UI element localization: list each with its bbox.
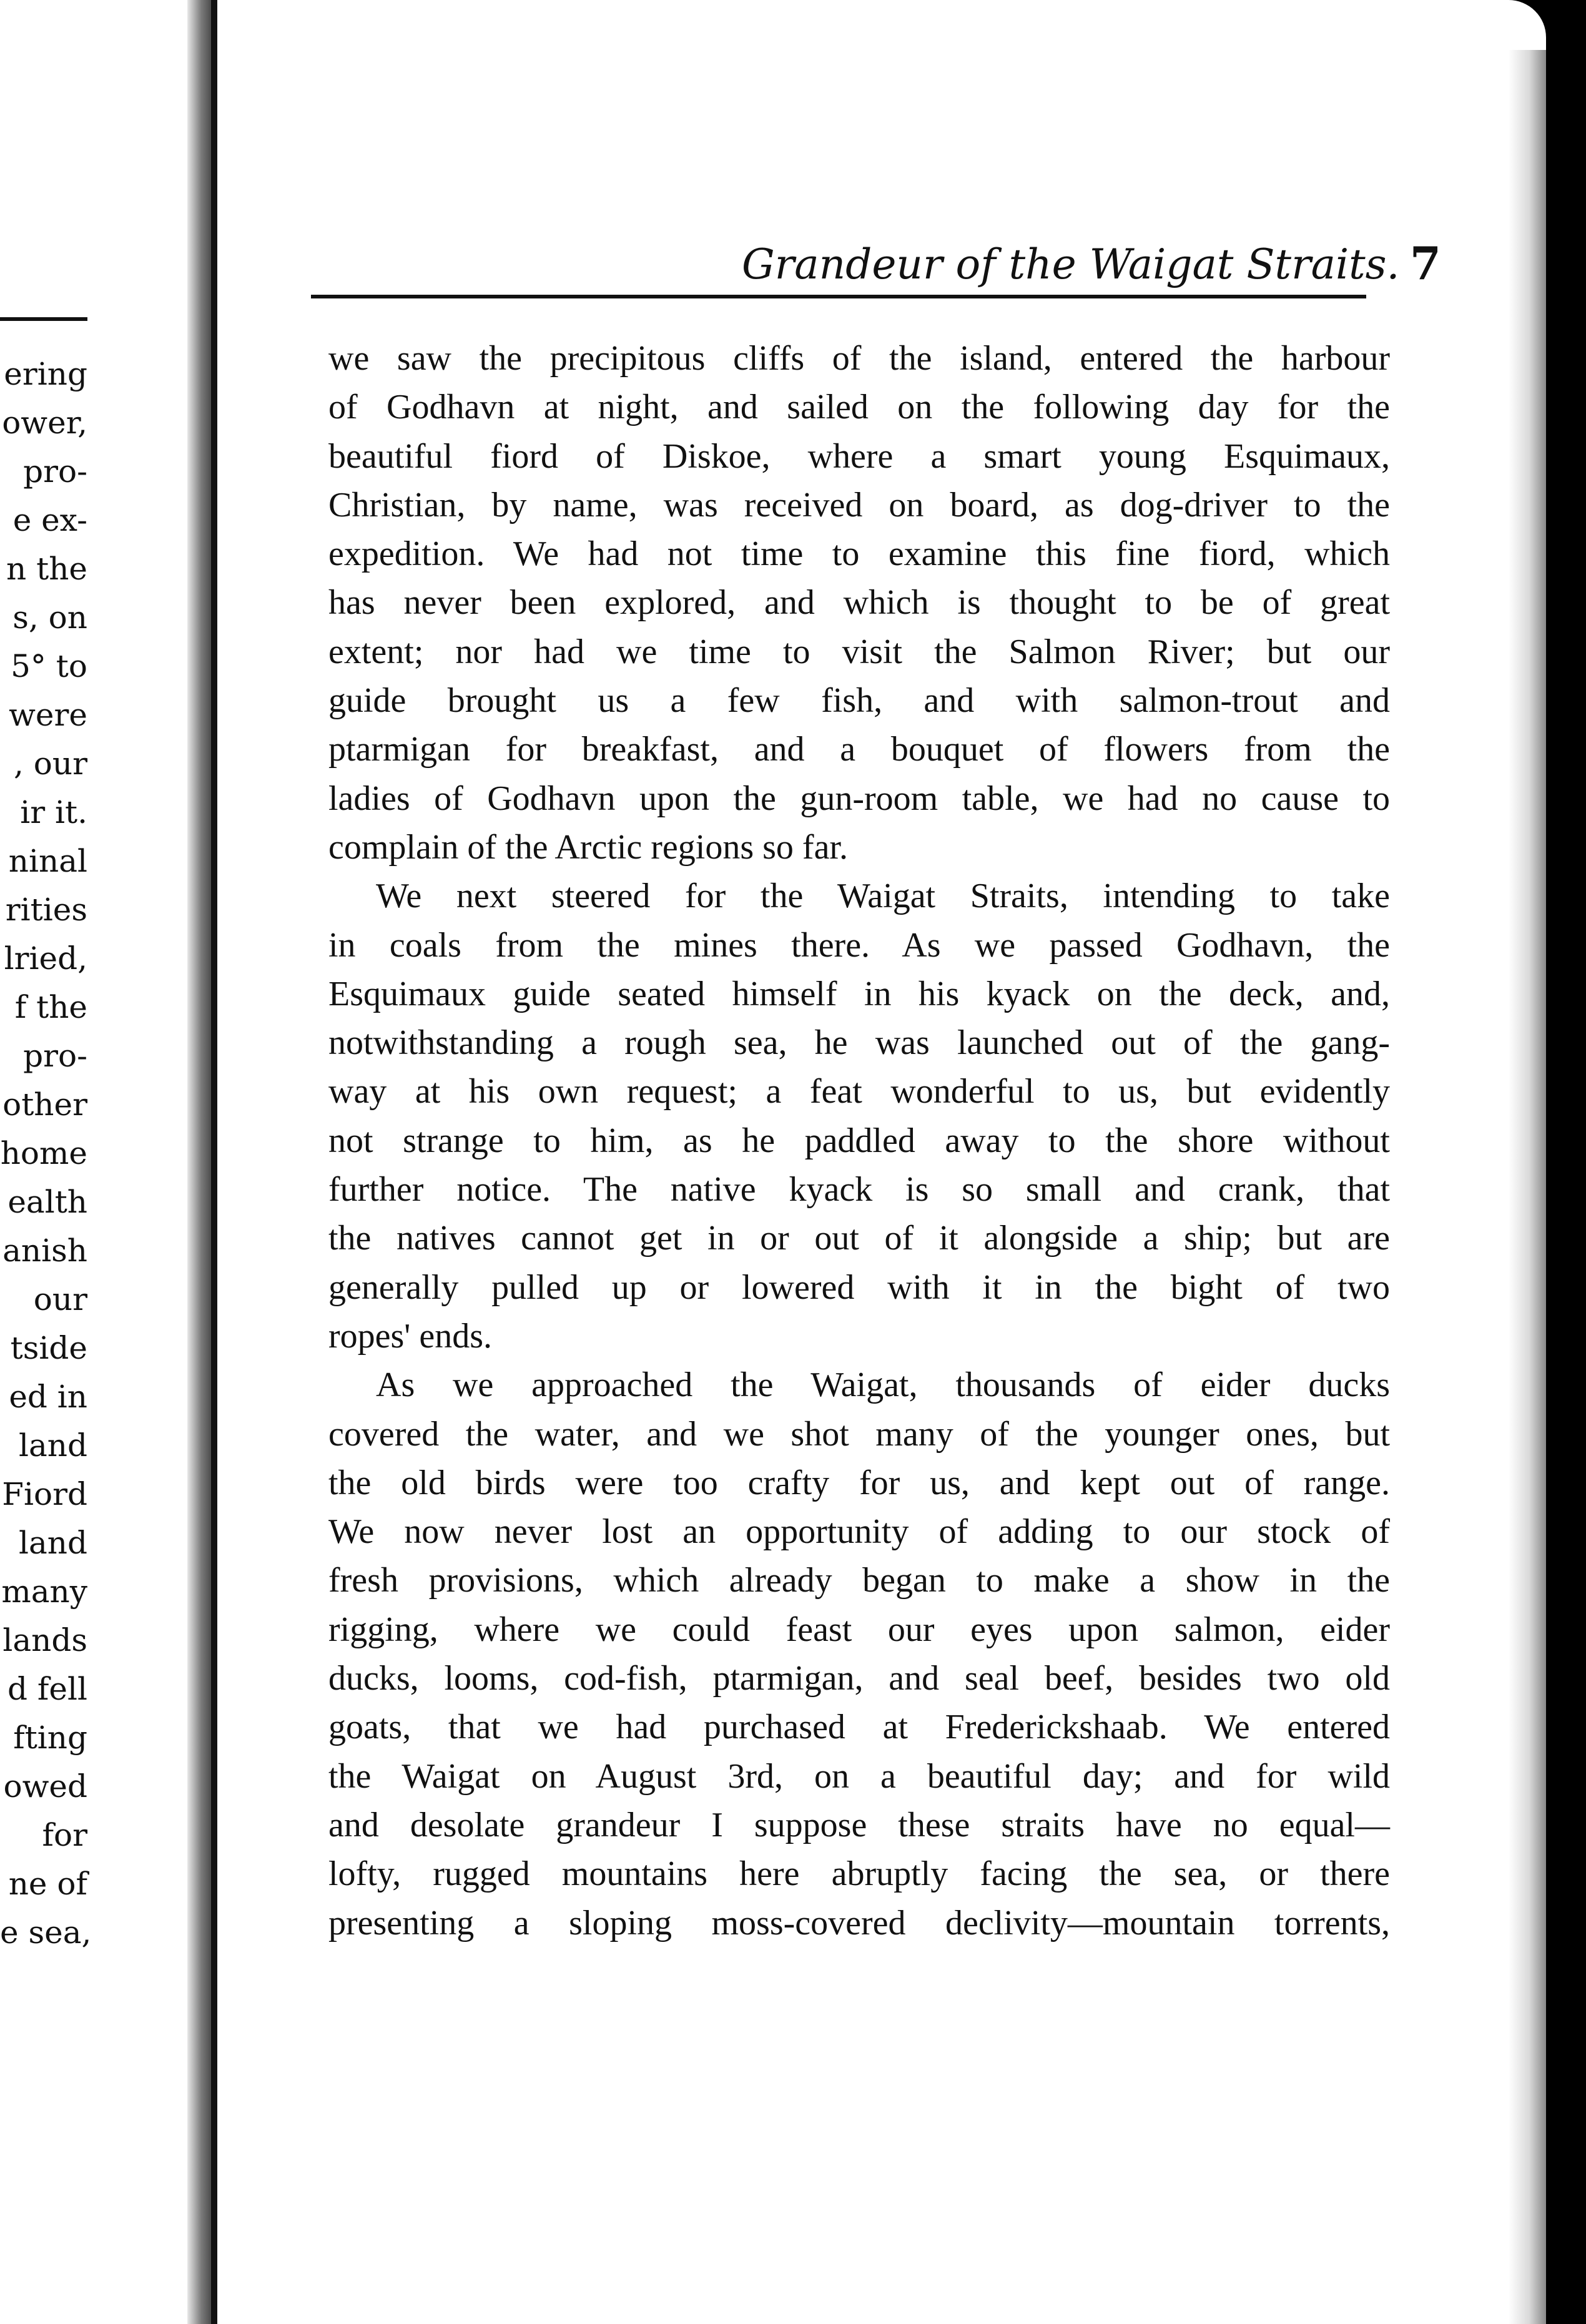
header-rule — [311, 295, 1366, 298]
page-number: 7 — [1409, 237, 1441, 290]
text-line: We next steered for the Waigat Straits, intending to take — [376, 877, 1390, 916]
left-line: , our — [14, 746, 87, 782]
left-line: pro- — [23, 1038, 87, 1074]
text-line: the Waigat on August 3rd, on a beautiful day; and for wild — [328, 1756, 1390, 1796]
text-line: fresh provisions, which already began to make a show in the — [328, 1561, 1390, 1600]
left-line: tside — [10, 1330, 87, 1366]
left-line: home — [0, 1135, 87, 1171]
text-line: has never been explored, and which is thought to be of great — [328, 583, 1390, 623]
left-line: pro- — [23, 453, 87, 490]
left-line: 5° to — [11, 648, 87, 684]
text-line: further notice. The native kyack is so small and crank, that — [328, 1170, 1390, 1209]
text-line: As we approached the Waigat, thousands of eider ducks — [376, 1366, 1390, 1405]
text-line: guide brought us a few fish, and with salmon-trout and — [328, 681, 1390, 721]
left-line: anish — [2, 1233, 87, 1269]
left-line: were — [9, 697, 87, 733]
text-line: We now never lost an opportunity of adding to our stock of — [328, 1512, 1390, 1552]
text-line: extent; nor had we time to visit the Salmon River; but our — [328, 632, 1390, 671]
left-line: n the — [6, 551, 87, 587]
left-line: fting — [13, 1720, 87, 1756]
left-facing-page — [0, 0, 200, 2324]
left-line: other — [2, 1086, 87, 1123]
left-line: many — [1, 1573, 87, 1610]
text-line: beautiful fiord of Diskoe, where a smart young Esquimaux, — [328, 436, 1390, 476]
left-line: e sea, — [0, 1914, 92, 1951]
text-line: notwithstanding a rough sea, he was launched out of the gang- — [328, 1023, 1390, 1063]
left-line: Fiord — [2, 1476, 87, 1512]
text-line: ropes' ends. — [328, 1316, 493, 1356]
text-line: of Godhavn at night, and sailed on the following day for the — [328, 388, 1390, 427]
body-text — [328, 334, 1390, 1947]
book-gutter — [211, 0, 217, 2324]
text-line: not strange to him, as he paddled away to the shore without — [328, 1121, 1390, 1160]
text-line: covered the water, and we shot many of the younger ones, but — [328, 1414, 1390, 1454]
text-line: ladies of Godhavn upon the gun-room table, we had no cause to — [328, 779, 1390, 818]
text-line: Christian, by name, was received on board, as dog-driver to the — [328, 485, 1390, 524]
text-line: generally pulled up or lowered with it in the bight of two — [328, 1268, 1390, 1307]
left-line: s, on — [12, 599, 87, 636]
text-line: ptarmigan for breakfast, and a bouquet of flowers from the — [328, 730, 1390, 769]
text-line: expedition. We had not time to examine this fine fiord, which — [328, 534, 1390, 574]
left-line: f the — [14, 989, 87, 1025]
text-line: way at his own request; a feat wonderful to us, but evidently — [328, 1072, 1390, 1111]
left-line: rities — [5, 892, 87, 928]
left-line: d fell — [7, 1671, 87, 1707]
left-line: owed — [3, 1768, 87, 1805]
left-header-rule — [0, 317, 87, 321]
text-line: complain of the Arctic regions so far. — [328, 827, 848, 867]
text-line: we saw the precipitous cliffs of the island, entered the harbour — [328, 339, 1390, 378]
text-line: the natives cannot get in or out of it alongside a ship; but are — [328, 1219, 1390, 1258]
text-line: presenting a sloping moss-covered declivity—mountain torrents, — [328, 1903, 1390, 1942]
left-line: lried, — [4, 940, 87, 977]
left-line: ir it. — [20, 794, 87, 830]
text-line: the old birds were too crafty for us, and kept out of range. — [328, 1463, 1390, 1502]
left-page-text — [0, 350, 92, 1957]
left-line: ed in — [9, 1379, 87, 1415]
text-line: ducks, looms, cod-fish, ptarmigan, and seal beef, besides two old — [328, 1659, 1390, 1698]
left-line: ninal — [8, 843, 87, 879]
text-line: Esquimaux guide seated himself in his kyack on the deck, and, — [328, 974, 1390, 1013]
left-line: land — [18, 1427, 87, 1464]
text-line: in coals from the mines there. As we passed Godhavn, the — [328, 925, 1390, 965]
text-line: and desolate grandeur I suppose these straits have no equal— — [328, 1805, 1390, 1844]
left-line: ering — [4, 356, 87, 392]
running-head-title: Grandeur of the Waigat Straits. — [742, 240, 1400, 288]
left-line: ne of — [8, 1866, 87, 1902]
page-edge-shadow — [1509, 50, 1546, 2324]
left-line: lands — [2, 1622, 87, 1658]
text-line: rigging, where we could feast our eyes upon salmon, eider — [328, 1610, 1390, 1649]
right-page — [217, 0, 1546, 2324]
left-line: our — [33, 1281, 87, 1317]
left-line: e ex- — [12, 502, 87, 538]
text-line: goats, that we had purchased at Frederickshaab. We entered — [328, 1708, 1390, 1747]
left-line: land — [18, 1525, 87, 1561]
left-line: ealth — [7, 1184, 87, 1220]
left-line: ower, — [2, 405, 87, 441]
running-head — [311, 228, 1454, 297]
left-line: for — [42, 1817, 87, 1853]
text-line: lofty, rugged mountains here abruptly facing the sea, or there — [328, 1854, 1390, 1894]
